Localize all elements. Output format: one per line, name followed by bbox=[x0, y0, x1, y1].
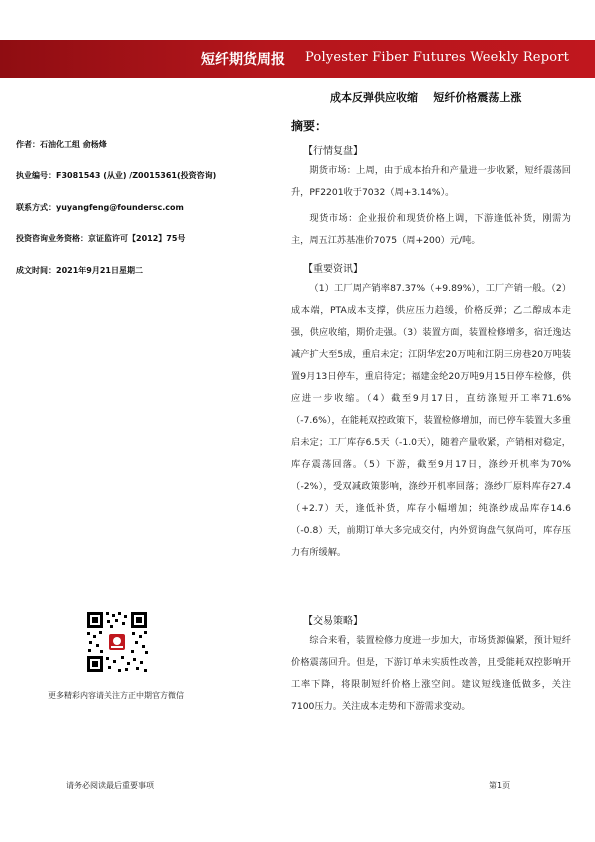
consult-license-line: 投资咨询业务资格：京证监许可【2012】75号 bbox=[16, 234, 186, 243]
date-line: 成文时间：2021年9月21日星期二 bbox=[16, 266, 143, 275]
contact-line: 联系方式：yuyangfeng@foundersc.com bbox=[16, 203, 184, 212]
footer-note: 请务必阅读最后重要事项 bbox=[66, 781, 154, 790]
header-title-en: Polyester Fiber Futures Weekly Report bbox=[305, 50, 570, 65]
summary-label: 摘要： bbox=[291, 119, 328, 133]
author-line: 作者：石油化工组 俞杨烽 bbox=[16, 140, 107, 149]
section-strategy-heading: 【交易策略】 bbox=[303, 616, 363, 627]
news-paragraph: （1）工厂周产销率87.37%（+9.89%），工厂产销一般。（2）成本端，PTA成本支撑，供应压力趋缓，价格反弹；乙二醇成本走强，供应收缩，期价走强。（3）装置方面，装置检修增多，宿迁逸达减产扩大至5成，重启未定；江阴华宏20万吨和江阴三房巷20万吨装置9月13日停车，重启待定；福建金纶20万吨9月15日停车检修，供应进一步收缩。（4）截至9月17日，直纺涤短开工率71.6%（-7.6%），在能耗双控政策下，装置检修增加，而已停车装置大多重启未定；工厂库存6.5天（-1.0天），随着产量收紧，产销相对稳定，库存震荡回落。（5）下游，截至9月17日，涤纱开机率为70%（-2%），受双减政策影响，涤纱开机率回落；涤纱厂原料库存27.4（+2.7）天，逢低补货，库存小幅增加；纯涤纱成品库存14.6（-0.8）天，前期订单大多完成交付，内外贸询盘气氛尚可，库存压力有所缓解。 bbox=[291, 283, 571, 558]
qr-code-icon bbox=[85, 610, 149, 674]
futures-market-paragraph: 期货市场：上周，由于成本抬升和产量进一步收紧，短纤震荡回升，PF2201收于7032（周+3.14%）。 bbox=[291, 165, 571, 198]
strategy-paragraph: 综合来看，装置检修力度进一步加大，市场货源偏紧，预计短纤价格震荡回升。但是，下游订单未实质性改善，且受能耗双控影响开工率下降，将限制短纤价格上涨空间。建议短线逢低做多，关注7100压力。关注成本走势和下游需求变动。 bbox=[291, 635, 571, 712]
header-title-cn: 短纤期货周报 bbox=[201, 52, 285, 68]
header-band bbox=[0, 40, 595, 78]
spot-market-paragraph: 现货市场：企业报价和现货价格上调，下游逢低补货，刚需为主，周五江苏基准价7075（周+200）元/吨。 bbox=[291, 213, 571, 246]
section-market-review-heading: 【行情复盘】 bbox=[303, 146, 363, 157]
license-line: 执业编号：F3081543 (从业) /Z0015361(投资咨询) bbox=[16, 171, 217, 180]
page-number: 第1页 bbox=[489, 781, 511, 790]
report-title: 成本反弹供应收缩 短纤价格震荡上涨 bbox=[330, 91, 522, 104]
qr-caption: 更多精彩内容请关注方正中期官方微信 bbox=[48, 691, 184, 700]
page-top-margin bbox=[0, 0, 595, 40]
section-news-heading: 【重要资讯】 bbox=[303, 264, 363, 275]
